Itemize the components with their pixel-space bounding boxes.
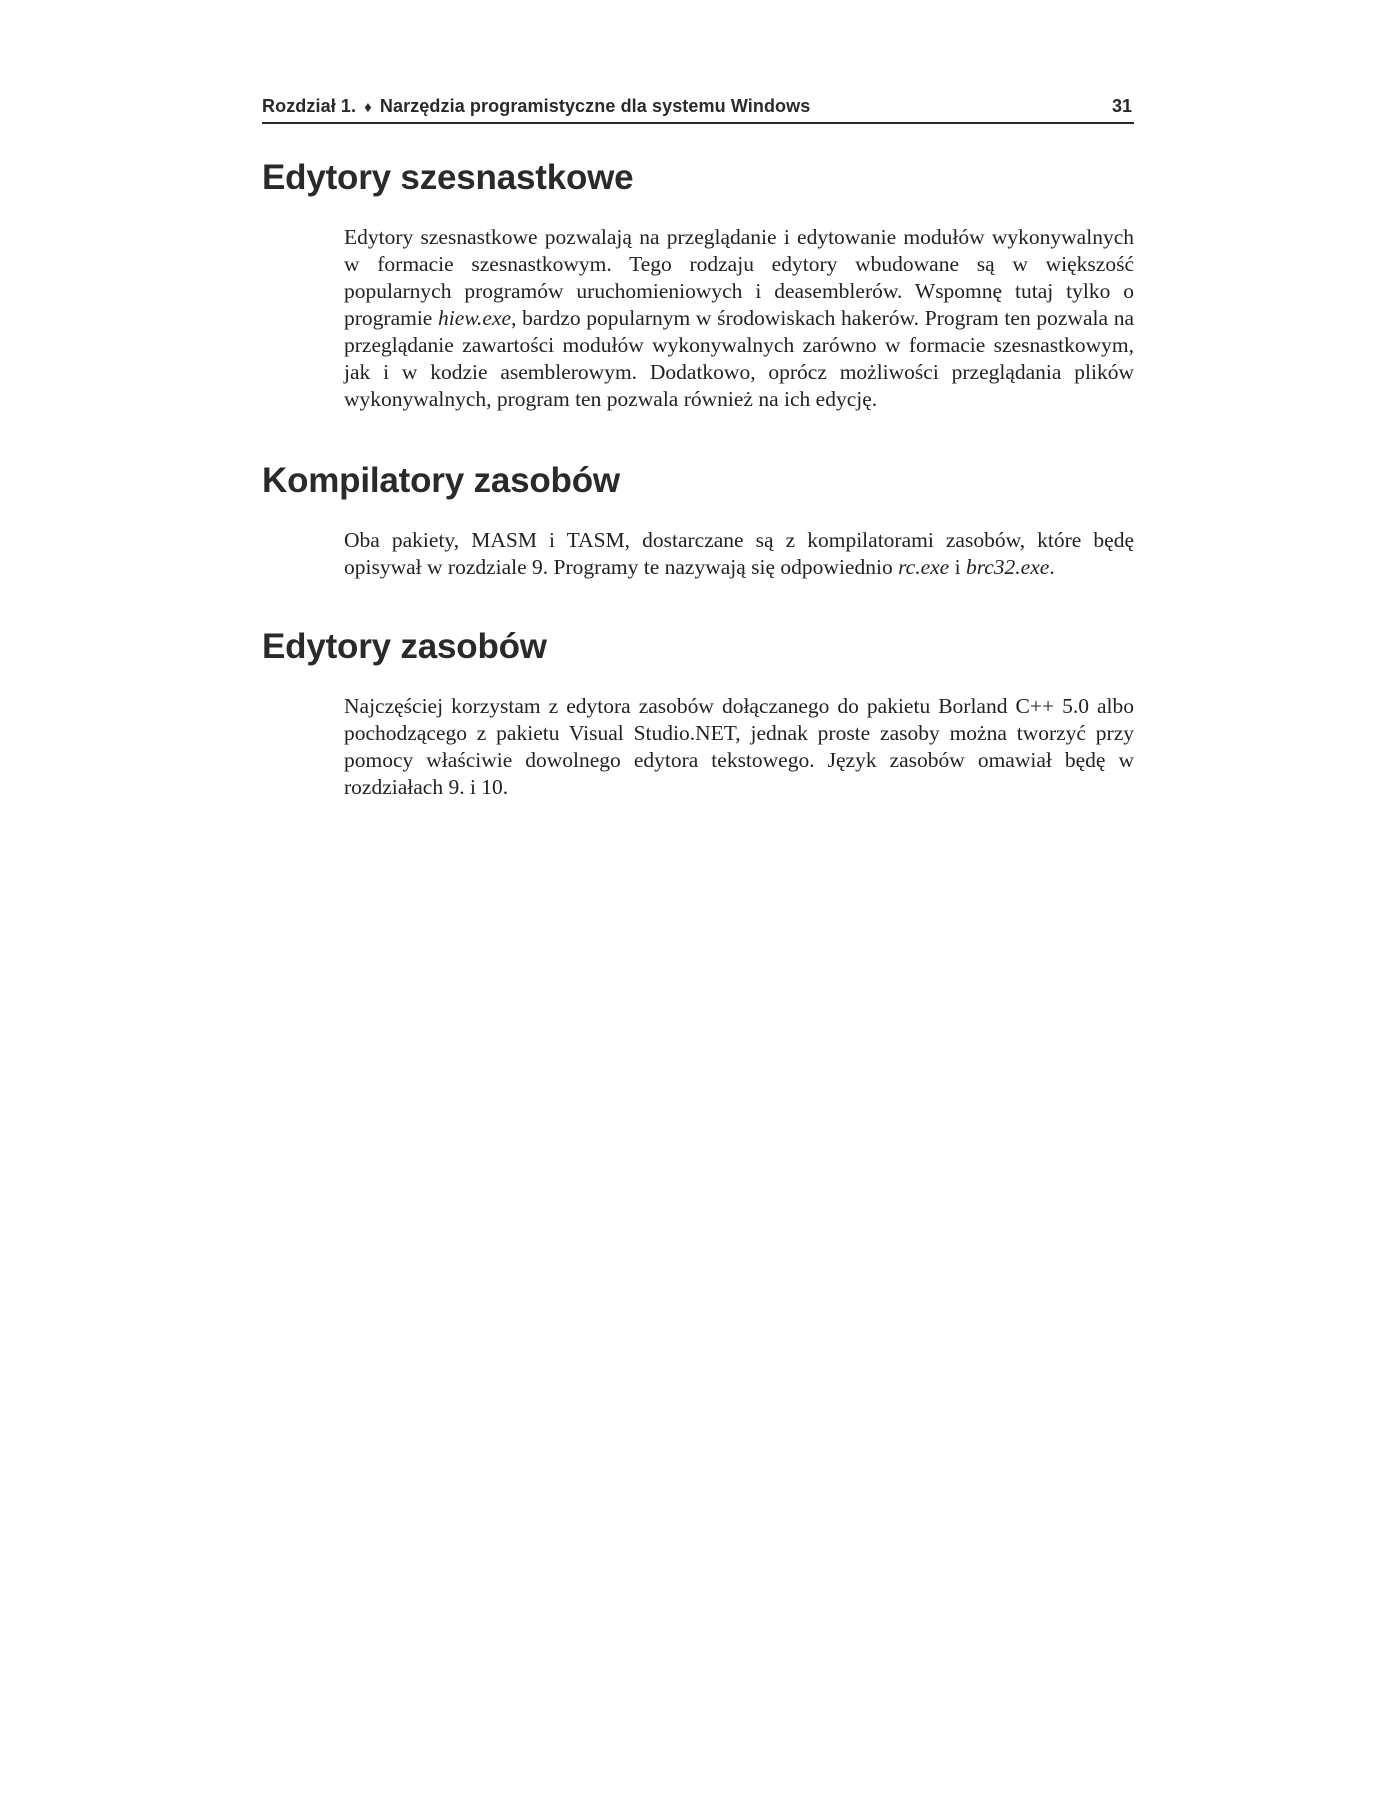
chapter-label: Rozdział 1. <box>262 96 357 116</box>
paragraph-text: . <box>1049 555 1055 579</box>
section-heading-resource-editors: Edytory zasobów <box>262 627 547 666</box>
paragraph-text: Oba pakiety, MASM i TASM, dostarczane są z kompilatorami zasobów, które będę opisywał w rozdziale 9. Programy te nazywają się odpowiednio <box>344 528 1134 579</box>
paragraph-text: Edytory szesnastkowe pozwalają na przeglądanie i edytowanie modułów wykonywalnych w formacie szesnastkowym. Tego rodzaju edytory wbudowane są w większość popularnych programów uruchomieniowych i deasemblerów. Wspomnę tutaj tylko o programie <box>344 225 1134 330</box>
paragraph-resource-compilers <box>344 527 1134 581</box>
program-name-brc32: brc32.exe <box>965 555 1050 579</box>
section-heading-hex-editors: Edytory szesnastkowe <box>262 158 634 197</box>
diamond-separator-icon: ♦ <box>364 99 372 116</box>
section-heading-resource-compilers: Kompilatory zasobów <box>262 461 620 500</box>
paragraph-text: , bardzo popularnym w środowiskach hakerów. Program ten pozwala na przeglądanie zawartości modułów wykonywalnych zarówno w formacie szesnastkowym, jak i w kodzie asemblerowym. Dodatkowo, oprócz możliwości przeglądania plików wykonywalnych, program ten pozwala również na ich edycję. <box>344 306 1134 411</box>
paragraph-hex-editors <box>344 224 1134 413</box>
book-page <box>262 96 1134 801</box>
paragraph-text: Najczęściej korzystam z edytora zasobów dołączanego do pakietu Borland C++ 5.0 albo pochodzącego z pakietu Visual Studio.NET, jednak proste zasoby można tworzyć przy pomocy właściwie dowolnego edytora tekstowego. Język zasobów omawiał będę w rozdziałach 9. i 10. <box>344 694 1134 799</box>
chapter-title: Narzędzia programistyczne dla systemu Windows <box>379 96 811 116</box>
running-header-title <box>262 96 810 117</box>
program-name-rc: rc.exe <box>898 555 950 579</box>
running-header <box>262 96 1134 124</box>
paragraph-text: i <box>949 555 966 579</box>
page-number: 31 <box>1111 96 1132 116</box>
paragraph-resource-editors <box>344 693 1134 801</box>
program-name-hiew: hiew.exe <box>438 306 512 330</box>
